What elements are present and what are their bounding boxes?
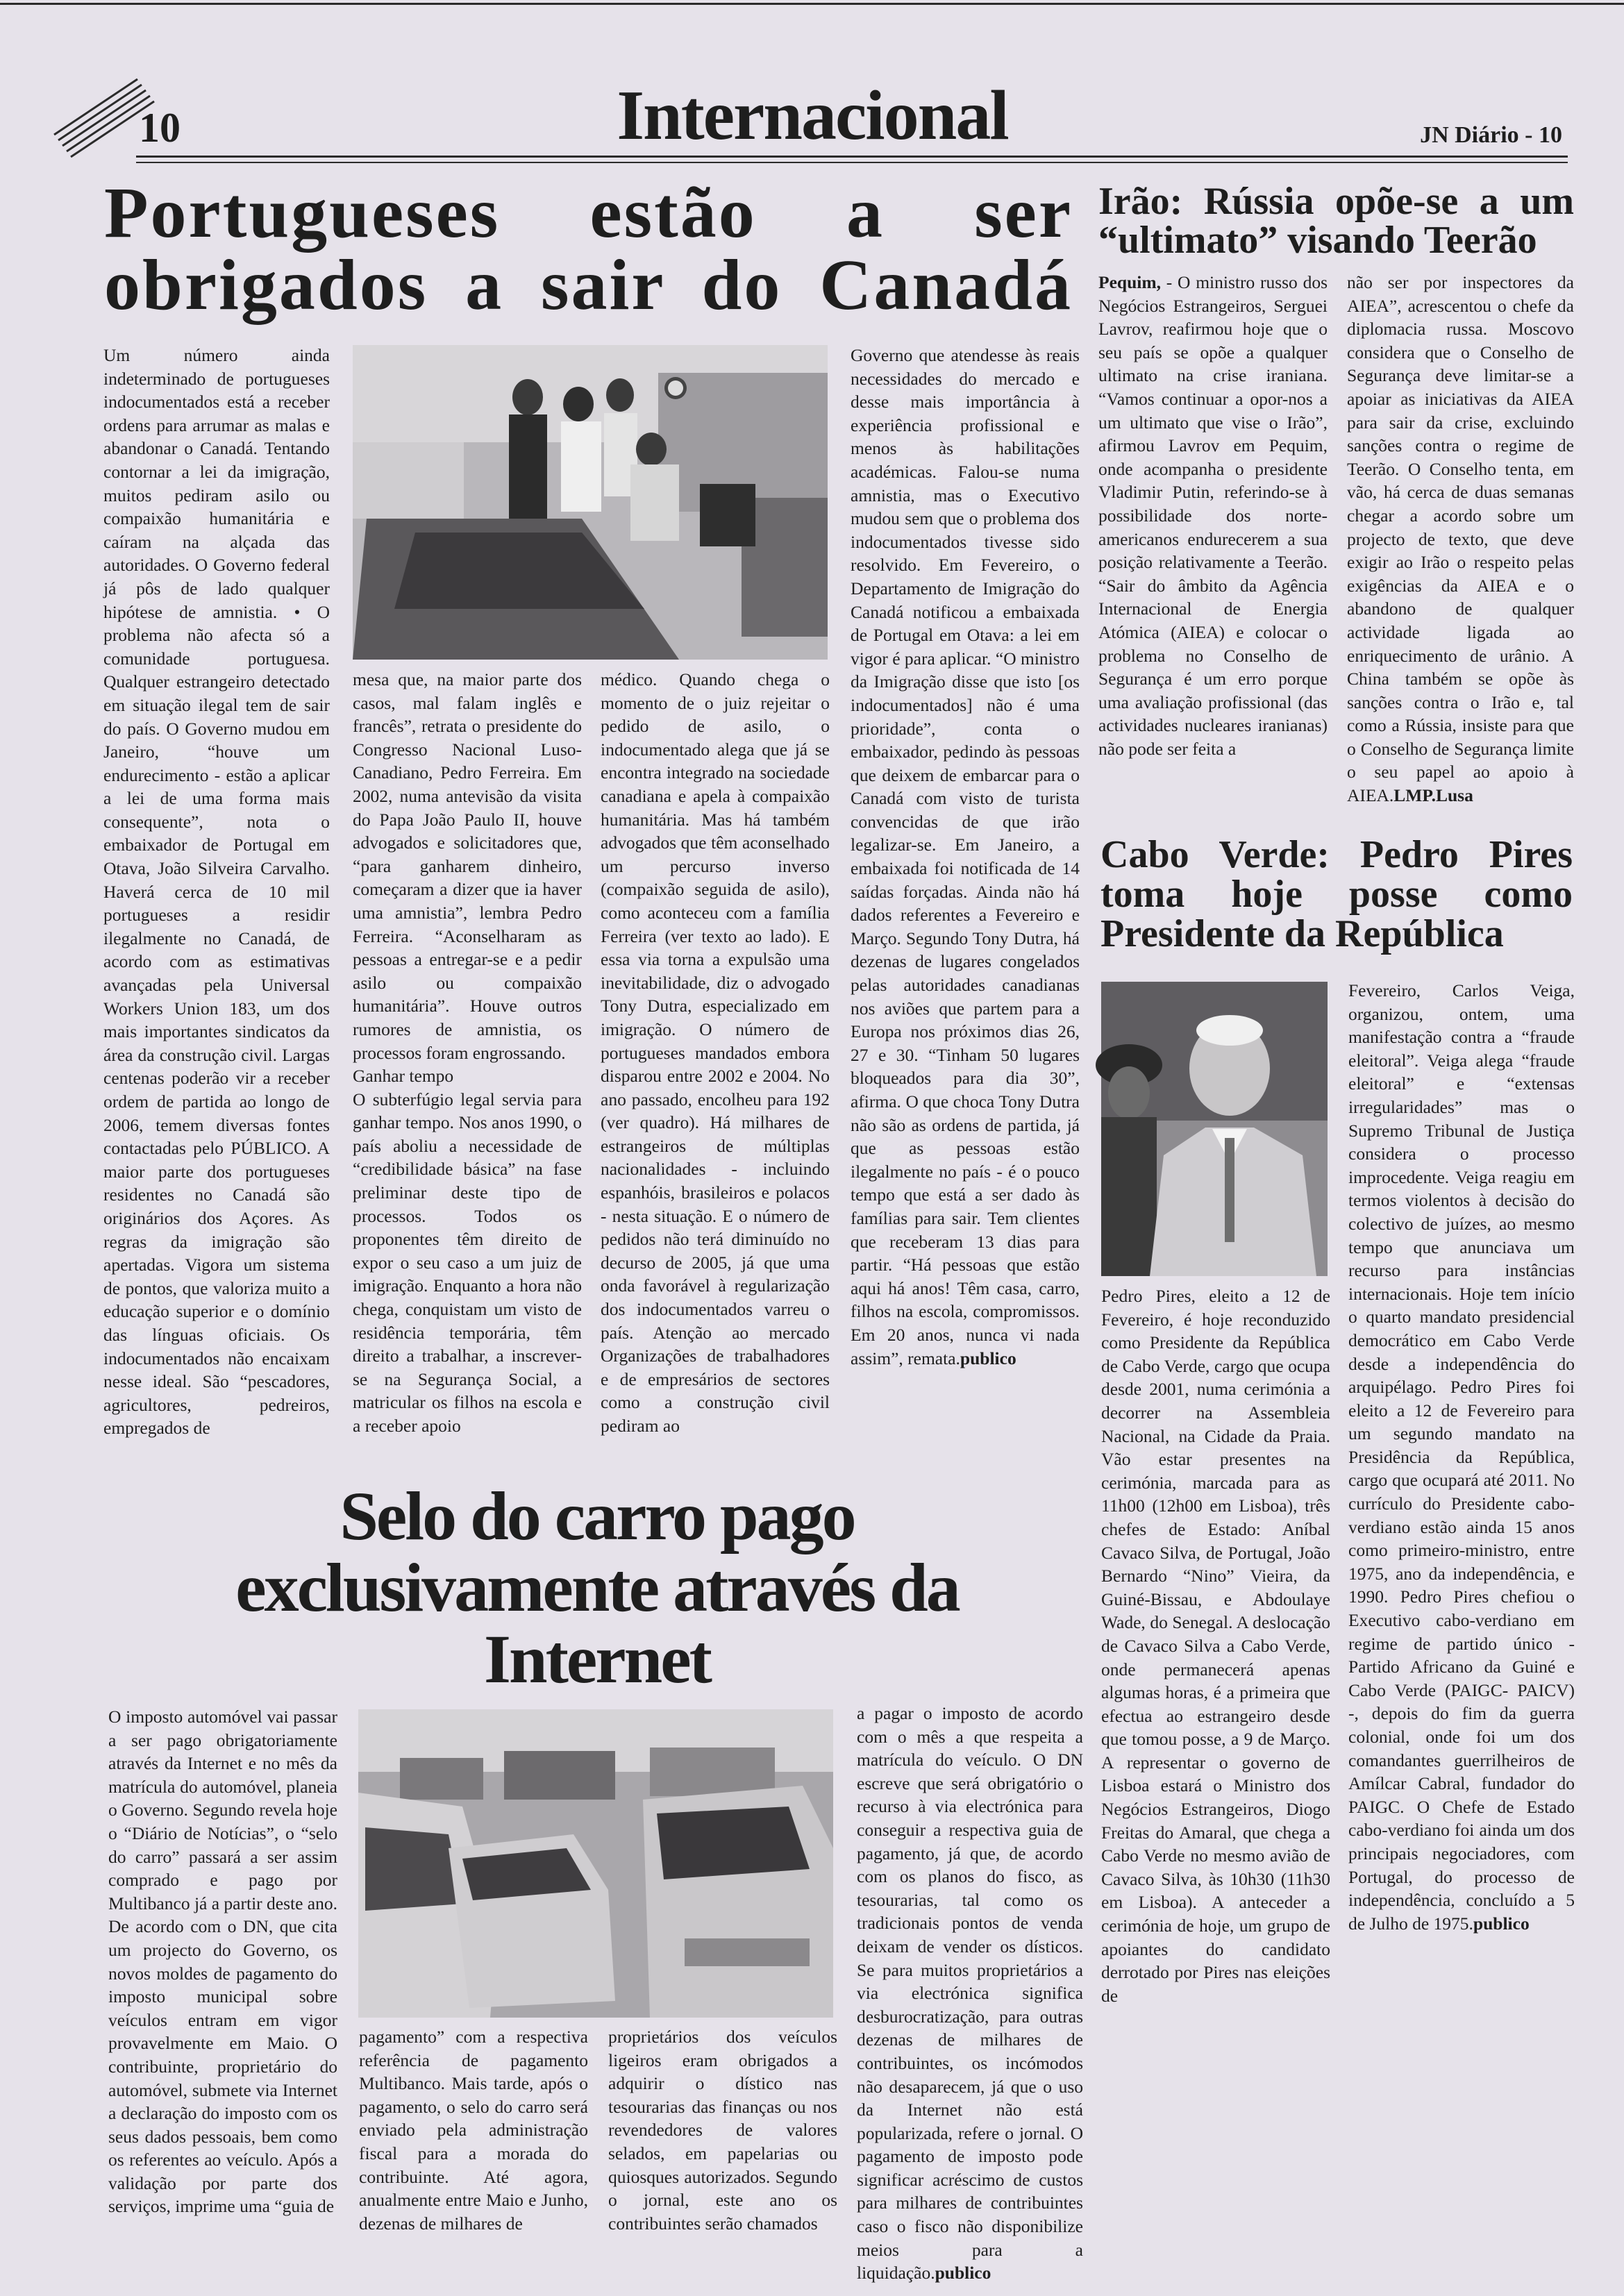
headline-cabo-verde: Cabo Verde: Pedro Pires toma hoje posse como Presidente da República <box>1100 833 1573 955</box>
portugueses-column-3 <box>601 668 830 1484</box>
headline-selo: Selo do carro pago exclusivamente através da Internet <box>235 1477 959 1698</box>
portugueses-body-4: Governo que atendesse às reais necessidades do mercado e desse mais importância à experiência profissional e menos às habilitações académicas. Falou-se numa amnistia, mas o Executivo mudou sem que o problema dos indocumentados tivesse sido resolvido. Em Fevereiro, o Departamento de Imigração do Canadá notificou a embaixada de Portugal em Otava: a lei em vigor é para aplicar. “O ministro da Imigração disse que isto [os indocumentados] não é uma prioridade”, conta o embaixador, pedindo às pessoas que deixem de embarcar para o Canadá com visto de turista convencidas de que irão legalizar-se. Em Janeiro, a embaixada foi notificada de 14 saídas forçadas. Ainda não há dados referentes a Fevereiro e Março. Segundo Tony Dutra, há dezenas de lugares congelados pelas autoridades canadianas nos aviões que partem para a Europa nos próximos dias 26, 27 e 30. “Tinham 50 lugares bloqueados para dia 30”, afirma. O que choca Tony Dutra não são as ordens de partida, já que as pessoas estão ilegalmente no país - é o pouco tempo que está a ser dado às famílias para sair. Tem clientes que receberam 13 dias para partir. “Há pessoas que estão aqui há anos! Têm casa, carro, filhos na escola, compromissos. Em 20 anos, nunca vi nada assim”, remata. <box>851 345 1080 1368</box>
section-title: Internacional <box>617 76 1008 155</box>
selo-signature: publico <box>935 2263 991 2284</box>
selo-column-3 <box>608 2025 837 2240</box>
portugueses-text-3: médico. Quando chega o momento de o juiz rejeitar o pedido de asilo, o indocumentado alega que já se encontra integrado na sociedade canadiana e apela à compaixão humanitária. Mas há também advogados que têm aconselhado um percurso inverso (compaixão seguida de asilo), como aconteceu com a família Ferreira (ver texto ao lado). E essa via torna a expulsão uma inevitabilidade, diz o advogado Tony Dutra, especializado em imigração. O número de portugueses mandados embora disparou entre 2002 e 2004. No ano passado, encolheu para 192 (ver quadro). Há milhares de estrangeiros de múltiplas nacionalidades - incluindo espanhóis, brasileiros e polacos - nesta situação. E o número de pedidos não terá diminuído no decurso de 2005, já que uma onda favorável à regularização dos indocumentados varreu o país. Atenção ao mercado Organizações de trabalhadores e de empresários de sectores como a construção civil pediram ao <box>601 669 830 1436</box>
cabo-column-1 <box>1101 1284 1330 2236</box>
portugueses-text-1: Um número ainda indeterminado de portugueses indocumentados está a receber ordens para arrumar as malas e abandonar o Canadá. Tentando contornar a lei da imigração, muitos pediram asilo ou compaixão humanitária e caíram na alçada das autoridades. O Governo federal já pôs de lado qualquer hipótese de amnistia. • O problema não afecta só a comunidade portuguesa. Qualquer estrangeiro detectado em situação ilegal tem de sair do país. O Governo mudou em Janeiro, “houve um endurecimento - estão a aplicar a lei de uma forma mais consequente”, nota o embaixador de Portugal em Otava, João Silveira Carvalho. Haverá cerca de 10 mil portugueses a residir ilegalmente no Canadá, de acordo com as estimativas avançadas pela Universal Workers Union 183, um dos mais importantes sindicatos da área da construção civil. Largas centenas poderão vir a receber ordem de partida ao longo de 2006, temem diversas fontes contactadas pelo PÚBLICO. A maior parte dos portugueses residentes no Canadá são originários dos Açores. As regras da imigração são apertadas. Vigora um sistema de pontos, que valoriza muito a educação superior e o domínio das línguas oficiais. Os indocumentados não encaixam nesse ideal. São “pescadores, agricultores, pedreiros, empregados de <box>103 345 330 1439</box>
selo-text-3: proprietários dos veículos ligeiros eram obrigados a adquirir o dístico nas tesourarias das finanças ou nos revendedores de valores selados, em papelarias ou quiosques autorizados. Segundo o jornal, este ano os contribuintes serão chamados <box>608 2027 837 2234</box>
irao-column-1 <box>1098 271 1328 807</box>
portugueses-text-2: mesa que, na maior parte dos casos, mal falam inglês e francês”, retrata o presidente do Congresso Nacional Luso-Canadiano, Pedro Ferreira. Em 2002, numa antevisão da visita do Papa João Paulo II, houve advogados e solicitadores que, “para ganharem dinheiro, começaram a dizer que ia haver uma amnistia”, lembra Pedro Ferreira. “Aconselharam as pessoas a entregar-se e a pedir asilo ou compaixão humanitária”. Houve outros rumores de amnistia, os processos foram engrossando. <box>353 669 582 1063</box>
header-rule <box>136 156 1568 158</box>
cabo-signature: publico <box>1473 1913 1530 1934</box>
irao-dateline: Pequim, <box>1098 272 1161 292</box>
portugueses-text-4 <box>851 344 1080 1370</box>
selo-column-2 <box>359 2025 588 2240</box>
president-photo <box>1101 982 1328 1276</box>
portugueses-column-2 <box>353 668 582 1484</box>
cabo-text-2 <box>1348 979 1575 1935</box>
traffic-photo <box>358 1709 833 2018</box>
top-border <box>0 3 1624 5</box>
edition-label: JN Diário - 10 <box>1420 122 1562 148</box>
portugueses-column-1 <box>103 344 330 1489</box>
headline-portugueses: Portugueses estão a ser obrigados a sair do Canadá <box>104 173 1073 325</box>
subhead-ganhar-tempo: Ganhar tempo <box>353 1066 454 1087</box>
selo-column-4 <box>857 1702 1083 2284</box>
irao-text-1 <box>1098 271 1328 760</box>
portugueses-column-4 <box>851 344 1080 1482</box>
selo-text-2: pagamento” com a respectiva referência de pagamento Multibanco. Mais tarde, após o pagamento, o selo do carro será enviado pela administração fiscal para a morada do contribuinte. Até agora, anualmente entre Maio e Junho, dezenas de milhares de <box>359 2027 588 2234</box>
cabo-column-2 <box>1348 979 1575 2236</box>
page-number: 10 <box>139 105 181 151</box>
family-photo <box>353 345 828 660</box>
headline-irao: Irão: Rússia opõe-se a um “ultimato” visando Teerão <box>1098 180 1574 262</box>
selo-text-1: O imposto automóvel vai passar a ser pago obrigatoriamente através da Internet e no mês da matrícula do automóvel, planeia o Governo. Segundo revela hoje o “Diário de Notícias”, o “selo do carro” passará a ser assim comprado e pago por Multibanco já a partir deste ano. De acordo com o DN, que cita um projecto do Governo, os novos moldes de pagamento do imposto municipal sobre veículos entram em vigor provavelmente em Maio. O contribuinte, proprietário do automóvel, submete via Internet a declaração do imposto com os seus dados pessoais, bem como os referentes ao veículo. Após a validação por parte dos serviços, imprime uma “guia de <box>108 1707 337 2217</box>
irao-signature: LMP.Lusa <box>1393 785 1473 806</box>
irao-column-2 <box>1347 271 1574 807</box>
cabo-body-2: Fevereiro, Carlos Veiga, organizou, ontem, uma manifestação contra a “fraude eleitoral”. Veiga alega “fraude eleitoral” e “extensas irregularidades” mas o Supremo Tribunal de Justiça considera o processo improcedente. Veiga reagiu em termos violentos à decisão do colectivo de juízes, ao mesmo tempo que anunciava um recurso para instâncias internacionais. Hoje tem início o quarto mandato presidencial democrático em Cabo Verde desde a independência do arquipélago. Pedro Pires foi eleito a 12 de Fevereiro para um segundo mandato na Presidência da República, cargo que ocupará até 2011. No currículo do Presidente cabo-verdiano estão ainda 15 anos como primeiro-ministro, entre 1975, ano da independência, e 1990. Pedro Pires chefiou o Executivo cabo-verdiano em regime de partido único - Partido Africano da Guiné e Cabo Verde (PAIGC- PAICV) -, depois do fim da guerra colonial, onde foi um dos comandantes guerrilheiros de Amílcar Cabral, fundador do PAIGC. O Chefe de Estado cabo-verdiano foi ainda um dos principais negociadores, com Portugal, do processo de independência, concluído a 5 de Julho de 1975. <box>1348 980 1575 1934</box>
irao-body-2: não ser por inspectores da AIEA”, acrescentou o chefe da diplomacia russa. Moscovo considera que o Conselho de Segurança deve limitar-se a apoiar as iniciativas da AIEA para sair da crise, excluindo sanções contra o regime de Teerão. O Conselho tenta, em vão, há cerca de duas semanas chegar a acordo sobre um projecto de texto, que deve exigir ao Irão o respeito pelas exigências da AIEA e o abandono de qualquer actividade ligada ao enriquecimento de urânio. A China também se opõe às sanções contra o Irão e, tal como a Rússia, insiste para que o Conselho de Segurança limite o seu papel ao apoio à AIEA. <box>1347 272 1574 806</box>
cabo-text-1: Pedro Pires, eleito a 12 de Fevereiro, é hoje reconduzido como Presidente da República de Cabo Verde, cargo que ocupa desde 2001, numa cerimónia a decorrer na Assembleia Nacional, na Cidade da Praia. Vão estar presentes na cerimónia, marcada para as 11h00 (12h00 em Lisboa), três chefes de Estado: Aníbal Cavaco Silva, de Portugal, João Bernardo “Nino” Vieira, da Guiné-Bissau, e Abdoulaye Wade, do Senegal. A deslocação de Cavaco Silva a Cabo Verde, onde permanecerá apenas algumas horas, é a primeira que efectua ao estrangeiro desde que tomou posse, a 9 de Março. A representar o governo de Lisboa estará o Ministro dos Negócios Estrangeiros, Diogo Freitas do Amaral, que chega a Cabo Verde no mesmo avião de Cavaco Silva, às 10h30 (11h30 em Lisboa). A anteceder a cerimónia de hoje, um grupo de apoiantes do candidato derrotado por Pires nas eleições de <box>1101 1286 1330 2006</box>
portugueses-text-2b: O subterfúgio legal servia para ganhar tempo. Nos anos 1990, o país aboliu a necessidade de “credibilidade básica” na fase preliminar deste tipo de processos. Todos os proponentes têm direito de expor o seu caso a um juiz de imigração. Enquanto a hora não chega, conquistam um visto de residência temporária, têm direito a trabalhar, a inscrever-se na Segurança Social, a matricular os filhos na escola e a receber apoio <box>353 1089 582 1436</box>
selo-body-4: a pagar o imposto de acordo com o mês a que respeita a matrícula do veículo. O DN escreve que será obrigatório o recurso à via electrónica para conseguir a respectiva guia de pagamento, já que, de acordo com os planos do fisco, as tesourarias, tal como os tradicionais pontos de venda deixam de vender os dísticos. Se para muitos proprietários a via electrónica significa desburocratização, para outras dezenas de milhares de contribuintes, os incómodos não desaparecem, já que o uso da Internet não está popularizada, refere o jornal. O pagamento de imposto pode significar acréscimo de custos para milhares de contribuintes caso o fisco não disponibilize meios para a liquidação. <box>857 1703 1083 2284</box>
portugueses-signature: publico <box>960 1348 1016 1368</box>
selo-column-1 <box>108 1705 337 2240</box>
selo-text-4 <box>857 1702 1083 2285</box>
irao-text-2 <box>1347 271 1574 807</box>
header-rule-thin <box>136 162 1568 163</box>
irao-body-1: - O ministro russo dos Negócios Estrangeiros, Serguei Lavrov, reafirmou hoje que o seu país se opõe a qualquer ultimato na crise iraniana. “Vamos continuar a opor-nos a um ultimato que vise o Irão”, afirmou Lavrov em Pequim, onde acompanha o presidente Vladimir Putin, referindo-se à possibilidade dos norte-americanos endurecerem a sua posição relativamente a Teerão. “Sair do âmbito da Agência Internacional de Energia Atómica (AIEA) e colocar o problema no Conselho de Segurança é um erro porque uma avaliação profissional (das actividades nucleares iranianas) não pode ser feita a <box>1098 272 1328 759</box>
